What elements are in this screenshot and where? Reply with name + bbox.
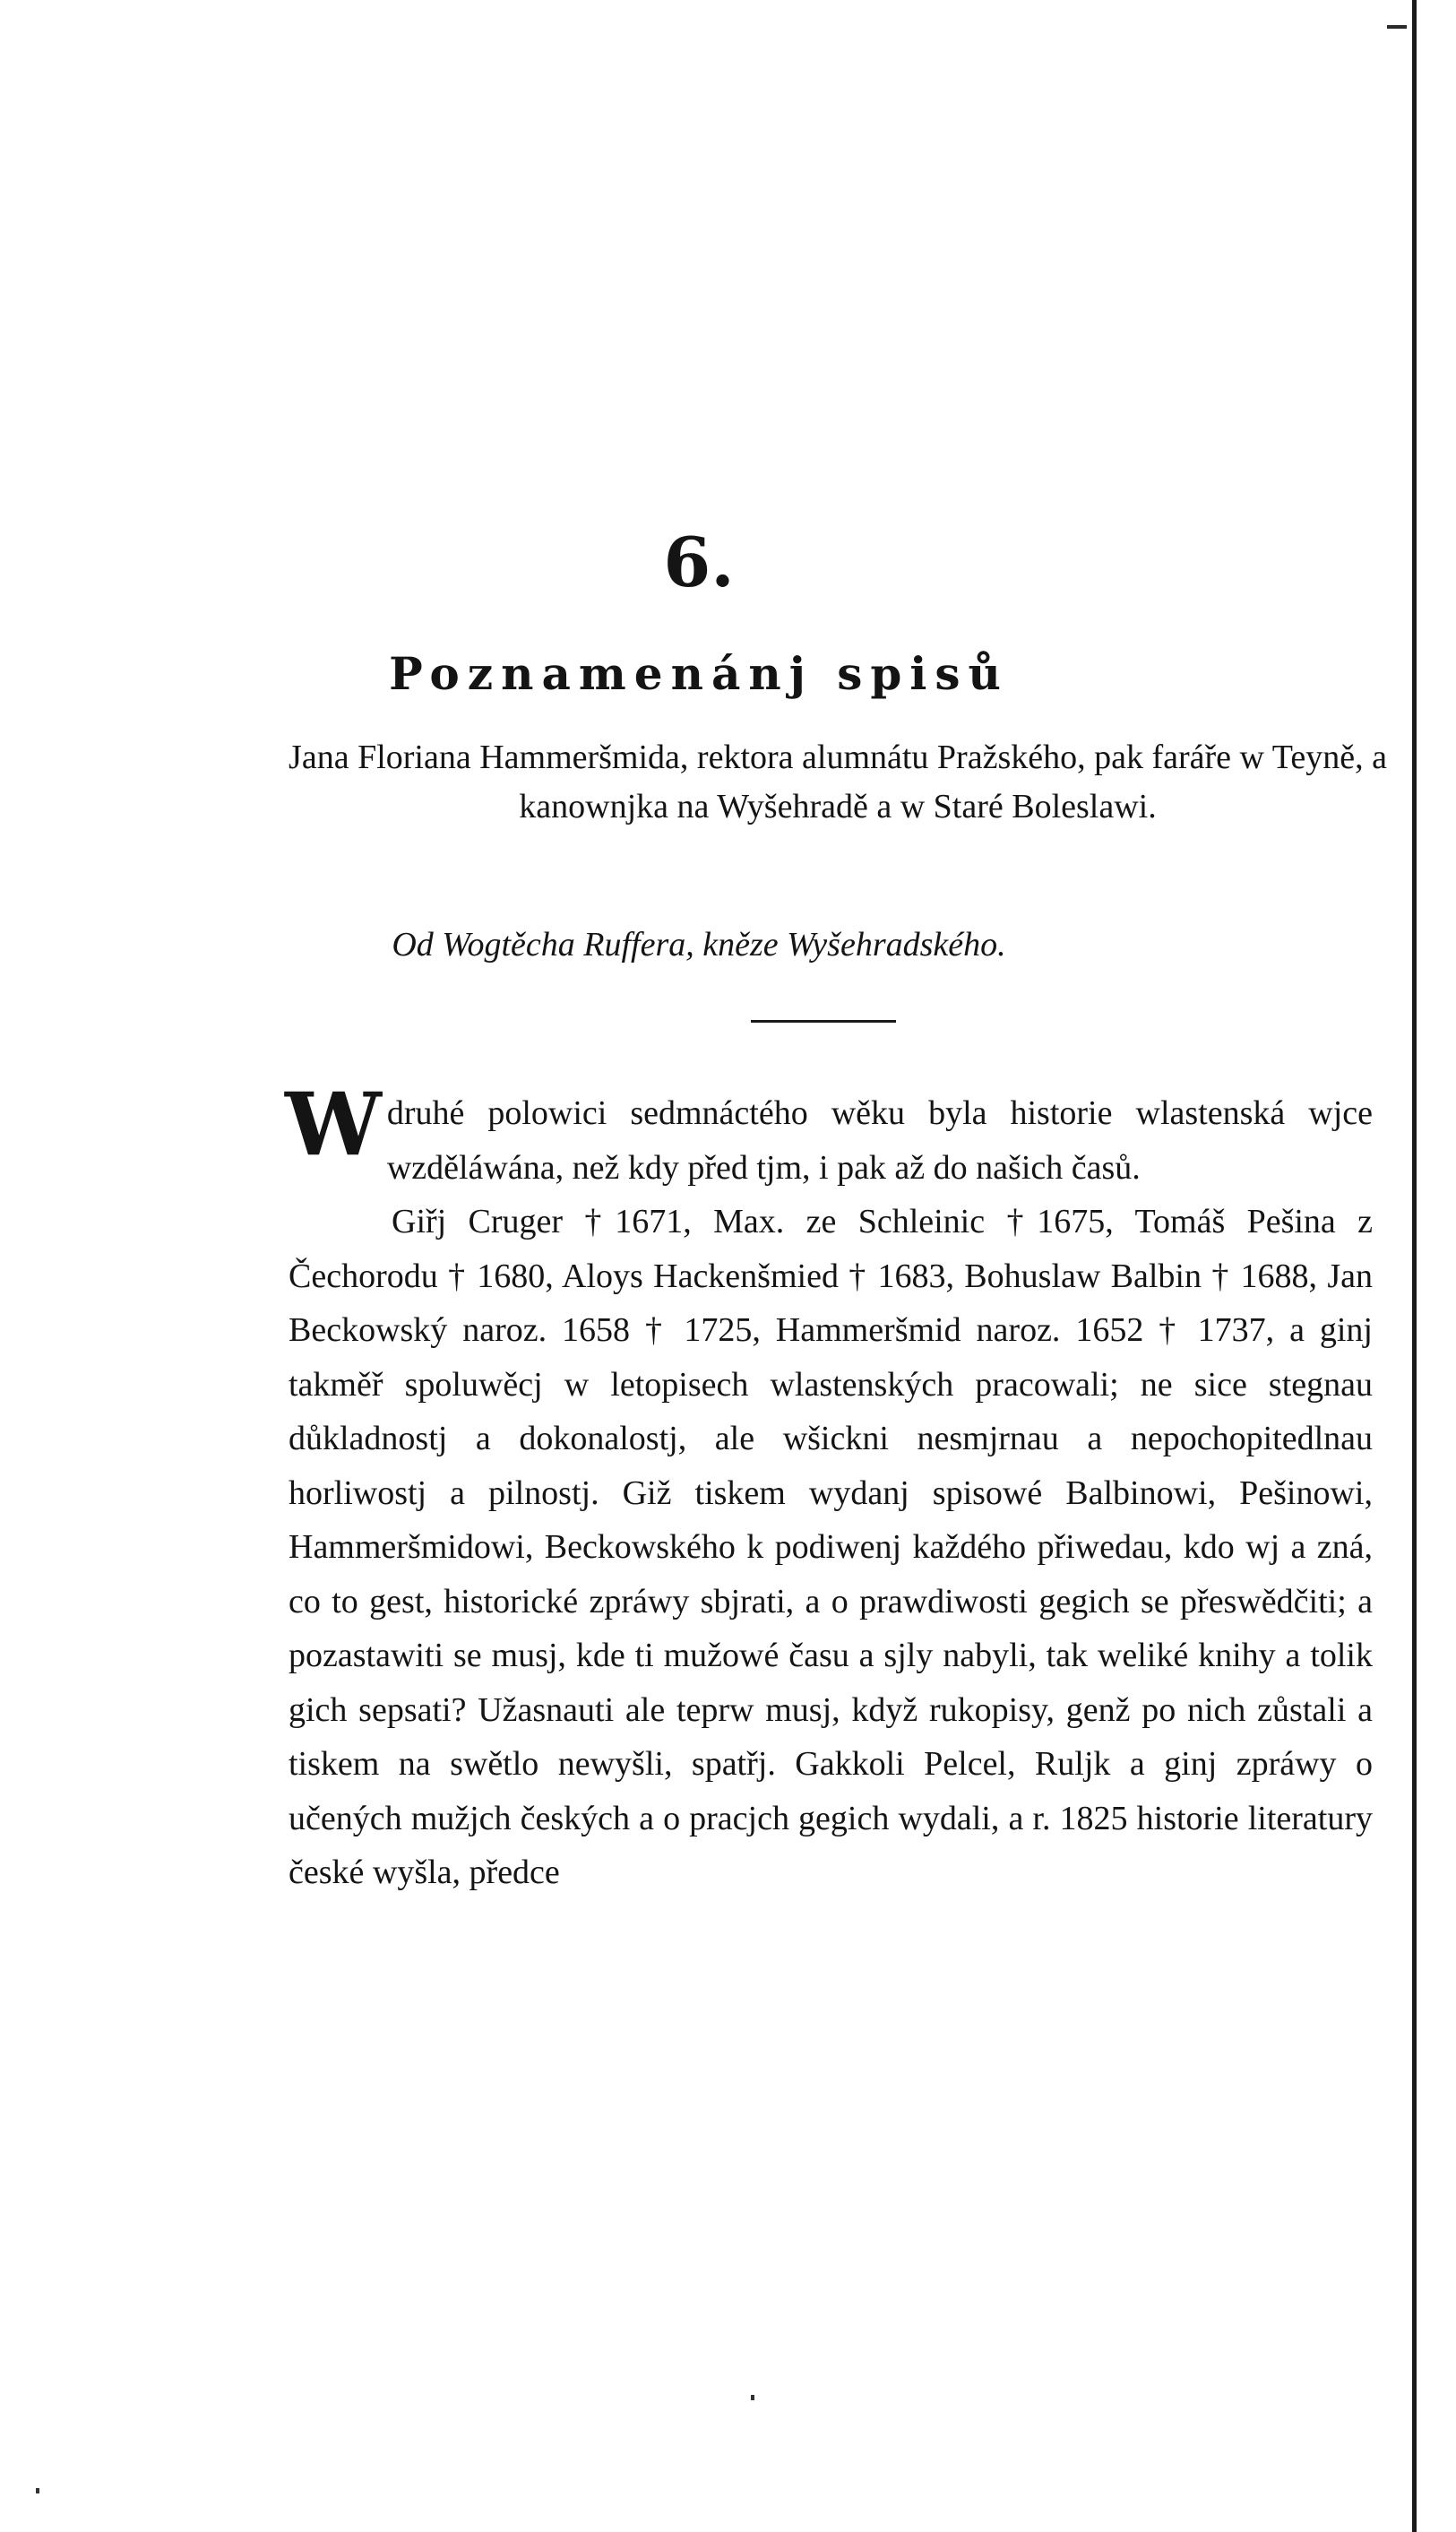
paragraph-1 bbox=[285, 1074, 1373, 1195]
page-edge-mark bbox=[1387, 25, 1407, 29]
paragraph-2: Giřj Cruger †1671, Max. ze Schleinic †1675, Tomáš Pešina z Čechorodu † 1680, Aloys Hackenšmied † 1683, Bohuslaw Balbin † 1688, Jan Beckowský naroz. 1658 † 1725, Hammeršmid naroz. 1652 † 1737, a ginj takměř spoluwěcj w letopisech wlastenských pracowali; ne sice stegnau důkladnostj a dokonalostj, ale wšickni nesmjrnau a nepochopitedlnau horliwostj a pilnostj. Giž tiskem wydanj spisowé Balbinowi, Pešinowi, Hammeršmidowi, Beckowského k podiwenj každého přiwedau, kdo wj a zná, co to gest, historické zpráwy sbjrati, a o prawdiwosti gegich se přeswědčiti; a pozastawiti se musj, kde ti mužowé času a sjly nabyli, tak weliké knihy a tolik gich sepsati? Užasnauti ale teprw musj, když rukopisy, genž po nich zůstali a tiskem na swětlo newyšli, spatřj. Gakkoli Pelcel, Ruljk a ginj zpráwy o učených mužjch českých a o pracjch gegich wydali, a r. 1825 historie literatury české wyšla, předce bbox=[289, 1203, 1373, 1891]
section-subtitle: Jana Floriana Hammeršmida, rektora alumnátu Pražského, pak faráře w Teyně, a kanownjka na Wyšehradě a w Staré Boleslawi. bbox=[289, 739, 1387, 825]
print-speck bbox=[36, 2488, 39, 2493]
section-title: Poznamenánj spisů bbox=[389, 647, 1009, 700]
body-text bbox=[285, 1074, 1373, 1900]
section-divider-rule bbox=[751, 1020, 896, 1023]
section-number: 6. bbox=[663, 523, 735, 602]
print-speck bbox=[751, 2395, 754, 2400]
drop-cap-initial: W bbox=[285, 1074, 382, 1175]
paragraph-1-text: druhé polowici sedmnáctého wěku byla historie wlastenská wjce wzděláwána, než kdy před tjm, i pak až do našich časů. bbox=[386, 1094, 1373, 1187]
author-byline: Od Wogtěcha Ruffera, kněze Wyšehradského. bbox=[392, 926, 1006, 964]
page-edge-border bbox=[1412, 0, 1417, 2532]
